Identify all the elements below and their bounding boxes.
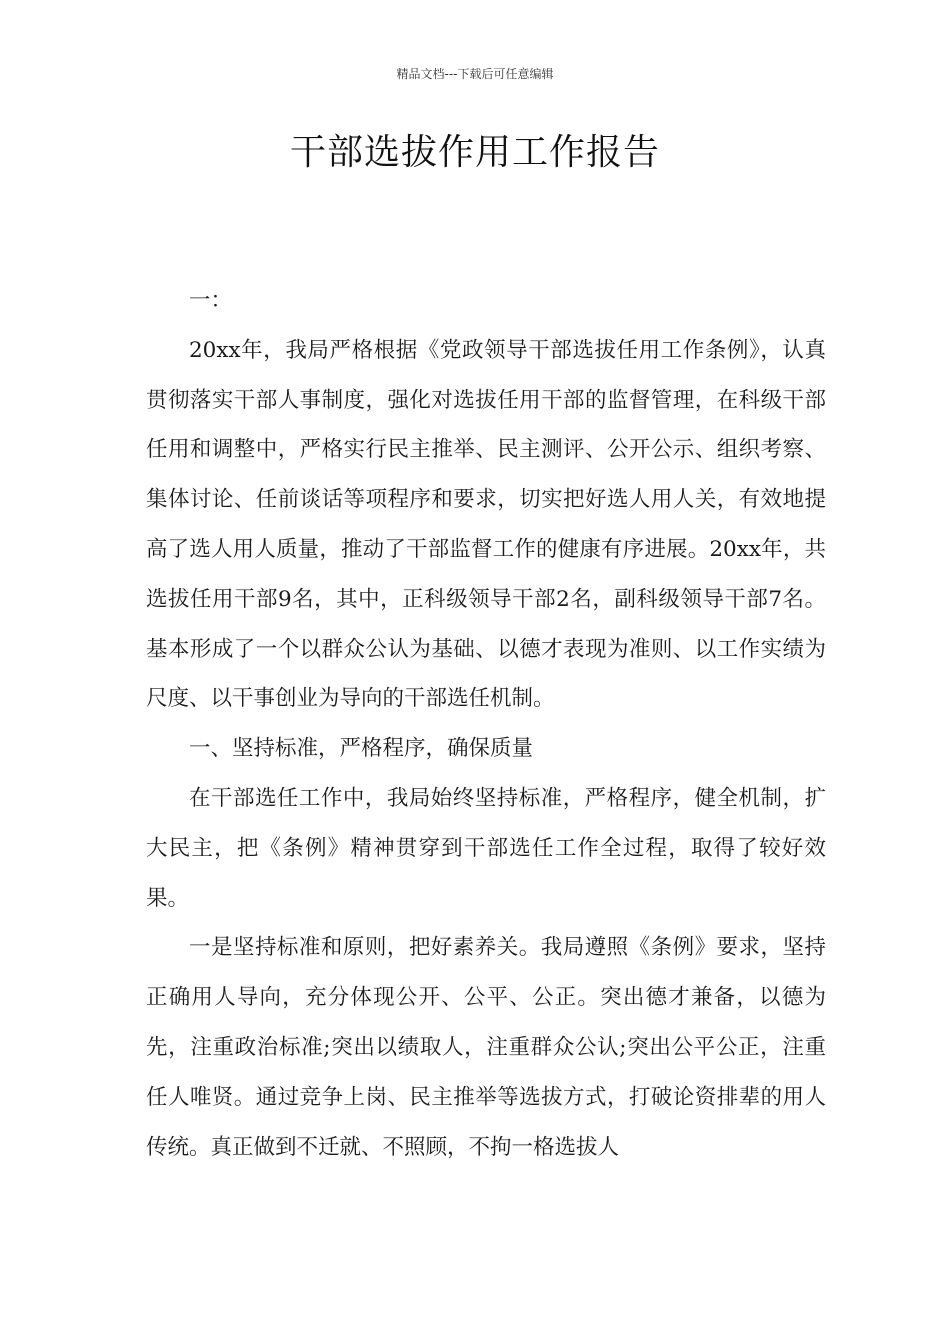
paragraph-overview: 20xx年，我局严格根据《党政领导干部选拔任用工作条例》，认真贯彻落实干部人事制度，强化对选拔任用干部的监督管理，在科级干部任用和调整中，严格实行民主推举、民主测评、公开公示、组织考察、集体讨论、任前谈话等项程序和要求，切实把好选人用人关，有效地提高了选人用人质量，推动了干部监督工作的健康有序进展。20xx年，共选拔任用干部9名，其中，正科级领导干部2名，副科级领导干部7名。基本形成了一个以群众公认为基础、以德才表现为准则、以工作实绩为尺度、以干事创业为导向的干部选任机制。	[146, 337, 826, 712]
paragraph-standards: 一是坚持标准和原则，把好素养关。我局遵照《条例》要求，坚持正确用人导向，充分体现公开、公平、公正。突出德才兼备，以德为先，注重政治标准;突出以绩取人，注重群众公认;突出公平公正，注重任人唯贤。通过竞争上岗、民主推举等选拔方式，打破论资排辈的用人传统。真正做到不迁就、不照顾，不拘一格选拔人	[146, 935, 826, 1160]
paragraph-intro-label: 一：	[189, 288, 233, 313]
page-header-note: 精品文档---下载后可任意编辑	[396, 67, 554, 81]
section-heading-1: 一、坚持标准，严格程序，确保质量	[189, 736, 534, 762]
paragraph-section-1-intro: 在干部选任工作中，我局始终坚持标准，严格程序，健全机制，扩大民主，把《条例》精神贯穿到干部选任工作全过程，取得了较好效果。	[146, 785, 826, 911]
document-body	[146, 276, 826, 1172]
document-title: 干部选拔作用工作报告	[289, 132, 660, 173]
